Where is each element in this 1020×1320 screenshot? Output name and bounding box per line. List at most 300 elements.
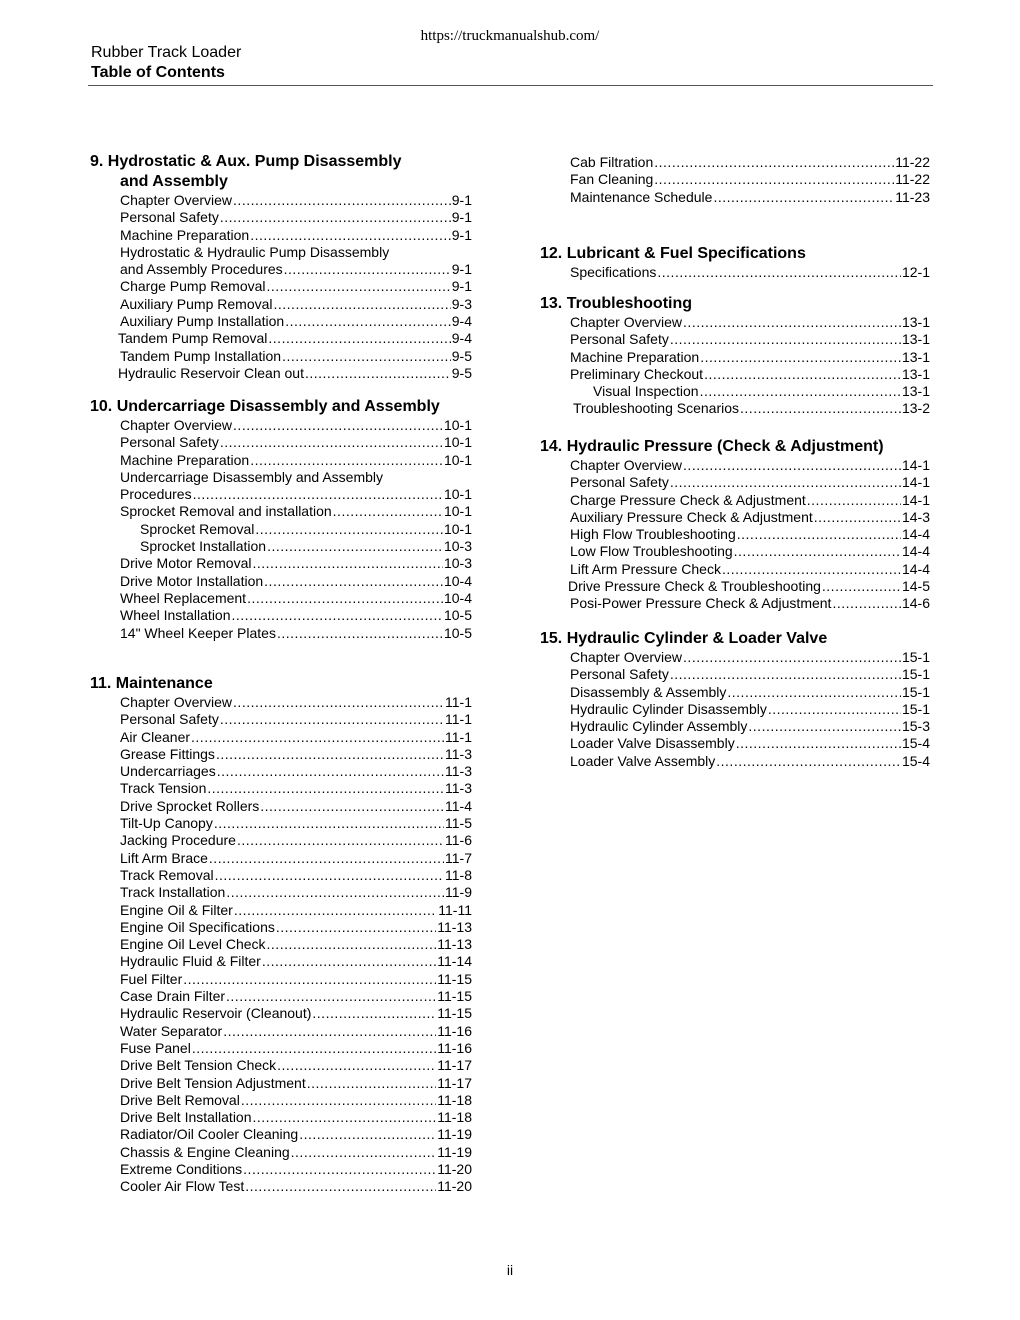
toc-entry[interactable] [540,543,932,560]
entry-label: High Flow Troubleshooting [570,526,736,543]
entry-page: 9-1 [451,261,472,278]
entry-label: Hydraulic Reservoir Clean out [118,364,304,381]
dot-leader [748,718,901,735]
entry-page: 11-16 [437,1039,472,1056]
entry-label: Chapter Overview [570,314,683,330]
toc-entry[interactable] [540,526,932,543]
toc-entry[interactable] [90,209,482,226]
dot-leader [704,366,901,383]
source-url[interactable]: https://truckmanualshub.com/ [420,28,600,44]
dot-leader [700,349,901,366]
entry-label: Drive Belt Installation [120,1109,252,1126]
entry-page: 14-3 [901,508,930,525]
entry-label: Auxiliary Pump Removal [120,295,273,312]
entry-page: 14-6 [901,595,930,612]
entry-page: 14-4 [901,526,930,543]
toc-entry[interactable] [90,1161,482,1178]
entry-page: 11-1 [445,694,472,710]
dot-leader [216,746,444,763]
toc-entry[interactable] [90,503,482,520]
dot-leader [654,171,894,188]
toc-entry[interactable] [90,1109,482,1126]
toc-entry[interactable] [90,1144,482,1161]
entry-label: Engine Oil Specifications [120,918,275,935]
entry-label: Lift Arm Pressure Check [570,560,721,577]
entry-page: 11-11 [438,901,472,918]
entry-page: 9-1 [451,192,472,208]
entry-page: 14-4 [901,543,930,560]
dot-leader [333,503,443,520]
toc-entry[interactable] [90,971,482,988]
entry-label: Air Cleaner [120,728,191,745]
toc-entry[interactable] [540,492,932,509]
toc-entry[interactable] [540,383,932,400]
entry-page: 11-13 [437,918,472,935]
page-number: ii [506,1262,514,1278]
doc-title: Rubber Track Loader [91,44,242,61]
section-title: 11. Maintenance [90,675,213,692]
toc-entry[interactable] [90,296,482,313]
dot-leader [274,296,451,313]
toc-entry[interactable] [540,735,932,752]
dot-leader [284,261,451,278]
toc-entry[interactable] [540,666,932,683]
toc-section [540,629,932,770]
dot-leader [267,538,443,555]
entry-page: 11-3 [445,763,472,780]
entry-label: Hydraulic Cylinder Assembly [570,718,748,735]
toc-entry[interactable] [540,331,932,348]
toc-entry[interactable] [90,538,482,555]
dot-leader [267,936,437,953]
entry-page: 11-18 [437,1091,472,1108]
dot-leader [207,780,444,797]
dot-leader [670,666,901,683]
entry-page: 10-5 [443,607,472,624]
dot-leader [736,735,901,752]
entry-label: Track Installation [120,884,226,901]
dot-leader [276,919,436,936]
dot-leader [193,486,443,503]
toc-entry[interactable] [90,1178,482,1195]
toc-entry[interactable] [540,753,932,770]
entry-label: Chapter Overview [120,192,233,208]
toc-entry[interactable] [540,349,932,366]
toc-entry[interactable] [90,832,482,849]
dot-leader [654,154,894,171]
dot-leader [220,434,443,451]
entry-label: Grease Fittings [120,745,215,762]
toc-entry[interactable] [90,780,482,797]
entry-page: 15-1 [901,683,930,700]
toc-entry[interactable] [90,590,482,607]
entry-page: 11-19 [437,1126,472,1143]
entry-page: 10-3 [443,538,472,555]
entry-label: Troubleshooting Scenarios [573,400,740,417]
toc-entry[interactable] [90,607,482,624]
entry-label: Hydraulic Cylinder Disassembly [570,700,767,717]
dot-leader [234,902,437,919]
entry-label: Extreme Conditions [120,1161,243,1178]
section-title: 9. Hydrostatic & Aux. Pump Disassembly and Assembly [90,153,402,190]
toc-section [90,397,482,642]
entry-page: 11-16 [437,1022,472,1039]
toc-entry[interactable] [90,313,482,330]
entry-label: Chapter Overview [120,417,233,433]
toc-entry[interactable] [90,434,482,451]
entry-page: 15-4 [901,752,930,769]
section-title: 13. Troubleshooting [540,295,693,312]
toc-entry[interactable] [90,348,482,365]
toc-entry[interactable] [540,595,932,612]
dot-leader [245,1178,436,1195]
entry-page: 9-4 [451,330,472,347]
toc-entry[interactable] [540,400,932,417]
entry-label: Engine Oil Level Check [120,936,266,953]
toc-section [90,152,482,382]
entry-label: Fan Cleaning [570,171,654,188]
toc-entry[interactable] [90,763,482,780]
entry-label: Disassembly & Assembly [570,683,727,700]
entry-label: Fuel Filter [120,970,183,987]
toc-entry[interactable] [90,1040,482,1057]
entry-page: 10-1 [443,486,472,503]
dot-leader [734,543,901,560]
entry-page: 13-1 [901,348,930,365]
toc-heading: Table of Contents [91,64,225,81]
dot-leader [209,850,444,867]
toc-section [540,154,932,206]
toc-entry[interactable] [90,555,482,572]
toc-entry[interactable] [90,486,482,503]
toc-entry[interactable] [90,1023,482,1040]
dot-leader [223,1023,436,1040]
entry-label: Undercarriage Disassembly and Assembly [120,468,383,485]
entry-label: Cab Filtration [570,154,654,170]
dot-leader [220,209,451,226]
entry-label: Auxiliary Pressure Check & Adjustment [570,508,813,525]
page-header [91,43,241,83]
entry-page: 10-1 [443,503,472,520]
entry-label: Loader Valve Assembly [570,752,716,769]
toc-entry[interactable] [540,701,932,718]
entry-page: 11-6 [445,832,472,849]
entry-label: Maintenance Schedule [570,188,713,205]
entry-page: 11-15 [437,1005,472,1022]
entry-label: Chapter Overview [570,457,683,473]
dot-leader [291,1144,437,1161]
entry-page: 11-15 [437,988,472,1005]
entry-page: 11-17 [437,1074,472,1091]
toc-entry[interactable] [90,1075,482,1092]
entry-label: Visual Inspection [593,383,699,400]
entry-page: 9-1 [451,278,472,295]
toc-entry[interactable] [90,469,482,486]
entry-label: Specifications [570,264,657,280]
entry-page: 15-1 [901,666,930,683]
toc-entry[interactable] [90,244,482,261]
dot-leader [683,649,901,666]
entry-label: Water Separator [120,1022,223,1039]
entry-page: 11-1 [445,711,472,728]
toc-entry[interactable] [90,815,482,832]
entry-label: Auxiliary Pump Installation [120,313,285,330]
entry-label: Track Tension [120,780,207,797]
toc-entry[interactable] [90,746,482,763]
toc-entry[interactable] [90,573,482,590]
entry-label: Machine Preparation [570,348,700,365]
entry-label: Tandem Pump Installation [120,347,282,364]
entry-page: 15-1 [901,649,930,665]
entry-page: 10-1 [443,434,472,451]
dot-leader [716,753,901,770]
entry-page: 11-23 [895,188,930,205]
dot-leader [183,971,436,988]
toc-entry[interactable] [90,417,482,434]
dot-leader [722,561,901,578]
toc-entry[interactable] [90,278,482,295]
dot-leader [255,521,443,538]
dot-leader [250,452,443,469]
toc-entry[interactable] [90,365,482,382]
entry-page: 11-7 [445,849,472,866]
dot-leader [253,1109,437,1126]
dot-leader [237,832,444,849]
dot-leader [264,573,443,590]
entry-page: 10-3 [443,555,472,572]
entry-label: Sprocket Removal and installation [120,503,332,520]
entry-label: Hydraulic Fluid & Filter [120,953,261,970]
toc-entry[interactable] [540,509,932,526]
toc-entry[interactable] [90,261,482,278]
dot-leader [217,763,444,780]
dot-leader [657,264,901,281]
dot-leader [226,884,444,901]
toc-entry[interactable] [540,264,932,281]
dot-leader [670,474,901,491]
toc-entry[interactable] [90,1092,482,1109]
dot-leader [191,729,444,746]
dot-leader [220,711,444,728]
dot-leader [241,1092,436,1109]
entry-label: Sprocket Removal [140,520,255,537]
entry-label: Preliminary Checkout [570,365,704,382]
dot-leader [822,578,901,595]
entry-label: Personal Safety [120,209,219,226]
toc-entry[interactable] [540,457,932,474]
dot-leader [267,278,451,295]
entry-page: 11-3 [445,780,472,797]
dot-leader [243,1161,436,1178]
entry-page: 14-1 [901,491,930,508]
entry-page: 9-3 [451,295,472,312]
toc-entry[interactable] [540,578,932,595]
entry-label: Drive Motor Removal [120,555,252,572]
dot-leader [737,526,901,543]
toc-entry[interactable] [90,452,482,469]
entry-label: Hydrostatic & Hydraulic Pump Disassembly [120,243,390,260]
dot-leader [277,1057,436,1074]
entry-label: Radiator/Oil Cooler Cleaning [120,1126,299,1143]
toc-entry[interactable] [90,988,482,1005]
entry-label: and Assembly Procedures [120,261,283,278]
entry-page: 13-1 [901,383,930,400]
entry-label: Drive Belt Tension Check [120,1057,277,1074]
entry-label: Track Removal [120,866,214,883]
entry-page: 15-4 [901,735,930,752]
entry-label: Wheel Replacement [120,589,247,606]
entry-page: 11-4 [445,797,472,814]
entry-label: Cooler Air Flow Test [120,1178,245,1195]
entry-page: 11-1 [445,728,472,745]
dot-leader [233,694,444,711]
dot-leader [226,988,436,1005]
entry-page: 11-17 [437,1057,472,1074]
entry-page: 10-4 [443,572,472,589]
entry-label: Jacking Procedure [120,832,236,849]
toc-entry[interactable] [90,1126,482,1143]
toc-entry[interactable] [90,694,482,711]
entry-label: Sprocket Installation [140,538,267,555]
entry-label: Machine Preparation [120,226,250,243]
entry-page: 11-9 [445,884,472,901]
toc-entry[interactable] [90,1005,482,1022]
toc-entry[interactable] [540,684,932,701]
dot-leader [282,348,451,365]
entry-page: 11-13 [437,936,472,953]
dot-leader [299,1126,436,1143]
entry-label: Chassis & Engine Cleaning [120,1143,290,1160]
toc-entry[interactable] [90,884,482,901]
toc-entry[interactable] [540,314,932,331]
toc-entry[interactable] [90,227,482,244]
entry-label: Engine Oil & Filter [120,901,233,918]
dot-leader [727,684,901,701]
toc-entry[interactable] [90,953,482,970]
toc-entry[interactable] [540,474,932,491]
entry-page: 13-1 [901,331,930,348]
entry-page: 11-22 [895,171,930,188]
entry-page: 11-19 [437,1143,472,1160]
entry-label: Tandem Pump Removal [118,330,268,347]
entry-page: 9-4 [451,313,472,330]
dot-leader [260,798,444,815]
dot-leader [307,1075,436,1092]
entry-label: Posi-Power Pressure Check & Adjustment [570,595,832,612]
toc-entry[interactable] [90,936,482,953]
entry-label: Case Drain Filter [120,988,226,1005]
entry-label: Machine Preparation [120,451,250,468]
dot-leader [700,383,901,400]
toc-entry[interactable] [90,798,482,815]
dot-leader [683,457,901,474]
entry-page: 9-5 [451,364,472,381]
entry-label: Charge Pump Removal [120,278,266,295]
toc-entry[interactable] [90,919,482,936]
toc-entry[interactable] [90,729,482,746]
toc-entry[interactable] [90,902,482,919]
toc-entry[interactable] [90,711,482,728]
dot-leader [192,1040,436,1057]
entry-label: Tilt-Up Canopy [120,815,213,832]
entry-label: Procedures [120,486,192,503]
entry-page: 9-1 [451,209,472,226]
entry-page: 10-5 [443,624,472,641]
entry-label: Personal Safety [120,434,219,451]
toc-section [540,294,932,418]
toc-entry[interactable] [90,1057,482,1074]
dot-leader [670,331,901,348]
toc-entry[interactable] [540,561,932,578]
toc-entry[interactable] [90,192,482,209]
entry-label: Chapter Overview [120,694,233,710]
dot-leader [277,625,443,642]
toc-entry[interactable] [90,850,482,867]
dot-leader [268,330,450,347]
entry-page: 10-1 [443,417,472,433]
dot-leader [285,313,451,330]
toc-entry[interactable] [90,867,482,884]
entry-page: 10-1 [443,451,472,468]
toc-entry[interactable] [90,330,482,347]
entry-page: 15-1 [901,700,930,717]
dot-leader [713,189,894,206]
entry-label: Drive Sprocket Rollers [120,797,260,814]
toc-entry[interactable] [90,625,482,642]
entry-page: 14-5 [901,578,930,595]
entry-page: 9-1 [451,226,472,243]
entry-page: 13-2 [901,400,930,417]
dot-leader [247,590,443,607]
entry-label: Drive Belt Tension Adjustment [120,1074,306,1091]
entry-page: 14-4 [901,560,930,577]
entry-label: Undercarriages [120,763,216,780]
entry-page: 13-1 [901,314,930,330]
section-title: 14. Hydraulic Pressure (Check & Adjustment) [540,438,884,455]
entry-page: 11-3 [445,745,472,762]
toc-entry[interactable] [90,521,482,538]
entry-page: 11-15 [437,970,472,987]
toc-entry[interactable] [540,189,932,206]
toc-section [90,674,482,1196]
dot-leader [807,492,901,509]
dot-leader [814,509,901,526]
dot-leader [683,314,901,331]
section-title: 12. Lubricant & Fuel Specifications [540,245,806,262]
toc-entry[interactable] [540,171,932,188]
entry-label: Low Flow Troubleshooting [570,543,733,560]
dot-leader [768,701,901,718]
entry-label: Drive Pressure Check & Troubleshooting [568,578,821,595]
entry-page: 13-1 [901,365,930,382]
dot-leader [740,400,901,417]
entry-page: 10-4 [443,589,472,606]
toc-entry[interactable] [540,718,932,735]
entry-page: 11-5 [445,815,472,832]
toc-section [540,244,932,281]
entry-label: Lift Arm Brace [120,849,208,866]
header-rule [88,85,933,86]
toc-entry[interactable] [540,366,932,383]
toc-entry[interactable] [540,154,932,171]
entry-page: 11-20 [437,1161,472,1178]
entry-page: 14-1 [901,474,930,491]
entry-label: Personal Safety [570,666,669,683]
entry-page: 9-5 [451,347,472,364]
dot-leader [262,953,436,970]
dot-leader [250,227,451,244]
toc-entry[interactable] [540,649,932,666]
